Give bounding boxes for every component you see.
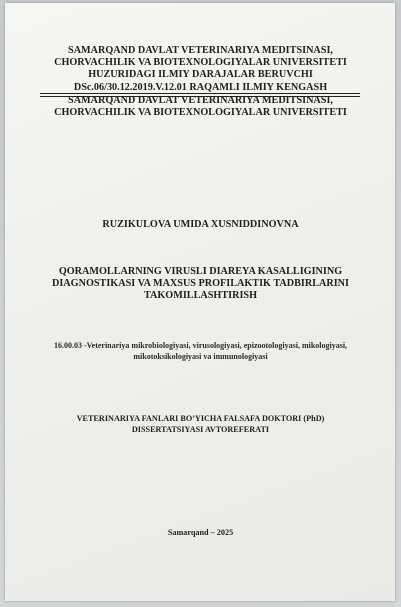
- council-line: SAMARQAND DAVLAT VETERINARIYA MEDITSINASI,: [68, 45, 333, 56]
- scientific-council-header: [0, 45, 401, 94]
- council-line: HUZURIDAGI ILMIY DARAJALAR BERUVCHI: [88, 69, 313, 81]
- degree-line: DISSERTATSIYASI AVTOREFERATI: [131, 424, 270, 434]
- university-line: CHORVACHILIK VA BIOTEXNOLOGIYALAR UNIVERSITETI: [54, 107, 347, 119]
- degree-statement: [0, 414, 401, 436]
- university-header: [0, 95, 401, 119]
- council-line: CHORVACHILIK VA BIOTEXNOLOGIYALAR UNIVERSITETI: [54, 57, 347, 69]
- specialty-line: mikotoksikologiyasi va immunologiyasi: [133, 351, 268, 361]
- author-name: RUZIKULOVA UMIDA XUSNIDDINOVNA: [102, 219, 299, 230]
- specialty-line: 16.00.03 -Veterinariya mikrobiologiyasi, virusologiyasi, epizootologiyasi, mikologiyasi,: [53, 341, 348, 350]
- title-line: TAKOMILLASHTIRISH: [143, 289, 258, 301]
- title-line: DIAGNOSTIKASI VA MAXSUS PROFILAKTIK TADBIRLARINI: [51, 277, 349, 289]
- title-line: QORAMOLLARNING VIRUSLI DIAREYA KASALLIGINING: [58, 266, 343, 277]
- specialty-code: [0, 341, 401, 362]
- degree-line: VETERINARIYA FANLARI BO’YICHA FALSAFA DOKTORI (PhD): [76, 414, 325, 423]
- dissertation-title: [0, 266, 401, 301]
- council-line: DSc.06/30.12.2019.V.12.01 RAQAMLI ILMIY KENGASH: [73, 81, 328, 93]
- place-and-year: Samarqand – 2025: [167, 528, 234, 537]
- header-divider-top: [40, 93, 360, 94]
- university-line: SAMARQAND DAVLAT VETERINARIYA MEDITSINASI,: [68, 95, 333, 106]
